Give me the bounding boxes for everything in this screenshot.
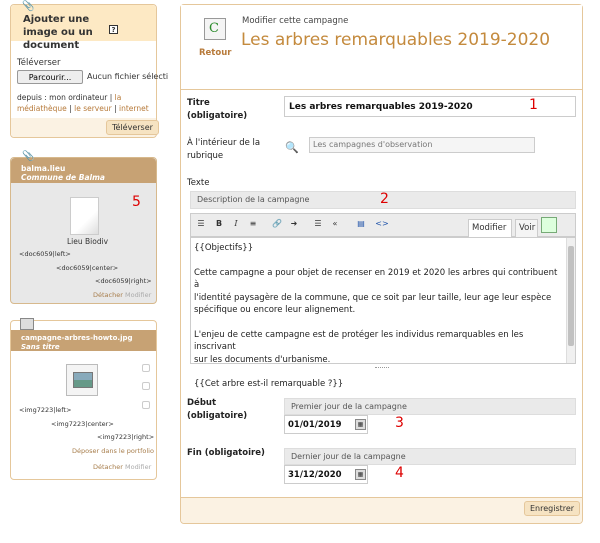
list-icon[interactable]: ≡ [249, 219, 257, 228]
modify-link[interactable]: Modifier [125, 463, 152, 471]
upload-button[interactable]: Téléverser [106, 120, 159, 135]
img-tag-left[interactable]: <img7223|left> [19, 406, 72, 414]
footnote-icon[interactable]: ➜ [290, 219, 298, 228]
save-button[interactable]: Enregistrer [524, 501, 580, 516]
annotation-1: 1 [529, 97, 538, 113]
search-icon[interactable]: 🔍 [285, 141, 299, 154]
annotation-5: 5 [132, 194, 141, 210]
detach-link[interactable]: Détacher [93, 291, 123, 299]
code-icon[interactable]: <> [375, 219, 389, 228]
source-text: depuis : mon ordinateur [17, 93, 108, 102]
paperclip-icon: 📎 [22, 151, 35, 162]
rubrique-input[interactable] [309, 137, 535, 153]
texte-line: {{Cet arbre est-il remarquable ?}} [194, 379, 344, 390]
page-subtitle: Modifier cette campagne [242, 16, 349, 26]
resize-handle[interactable] [375, 367, 389, 370]
fin-hint: Dernier jour de la campagne [284, 448, 576, 465]
tab-modifier-label: Modifier [472, 223, 507, 233]
rotate-right-icon[interactable] [142, 382, 150, 390]
texte-line: l'identité paysagère de la commune, que ce soit par leur taille, leur age leur espèce [194, 292, 552, 303]
link-icon[interactable]: 🔗 [272, 219, 282, 228]
texte-line: L'enjeu de cette campagne est de protéger les individus remarquables en les inscrivant [194, 329, 524, 353]
document-caption: Lieu Biodiv [67, 237, 109, 246]
texte-line [194, 316, 564, 328]
texte-line: spécifique ou encore leur alignement. [194, 305, 356, 316]
modify-link[interactable]: Modifier [125, 291, 152, 299]
link-internet[interactable]: internet [118, 104, 149, 113]
document-subtitle: Sans titre [21, 343, 60, 351]
document-thumbnail[interactable] [70, 197, 99, 235]
img-tag-right[interactable]: <img7223|right> [97, 433, 155, 441]
textarea-scrollbar[interactable] [566, 238, 575, 363]
doc-tag-right[interactable]: <doc6059|right> [95, 277, 152, 285]
texte-description: Description de la campagne [190, 191, 576, 209]
fullscreen-icon[interactable] [541, 217, 557, 233]
rubrique-value: Les campagnes d'observation [313, 140, 433, 149]
no-file-text: Aucun fichier sélecti [87, 72, 169, 81]
add-document-title: Ajouter une image ou un document [23, 14, 93, 51]
texte-line [194, 254, 564, 266]
media-icon[interactable]: ▤ [357, 219, 365, 228]
calendar-icon[interactable]: ▦ [355, 419, 366, 430]
doc-tag-left[interactable]: <doc6059|left> [19, 250, 71, 258]
debut-value: 01/01/2019 [288, 420, 342, 430]
quote-icon[interactable]: « [332, 219, 338, 228]
heading-icon[interactable]: ☰ [197, 219, 205, 228]
document-card-image [10, 320, 157, 480]
portfolio-link[interactable]: Déposer dans le portfolio [72, 447, 154, 455]
tab-modifier[interactable] [468, 219, 512, 238]
link-mediatheque[interactable]: la médiathèque [17, 93, 122, 113]
paperclip-icon: 📎 [22, 1, 35, 12]
upload-label: Téléverser [17, 58, 61, 68]
document-subtitle: Commune de Balma [21, 173, 105, 182]
document-card-balma [10, 151, 157, 304]
page-title: Les arbres remarquables 2019-2020 [241, 30, 551, 50]
document-name: campagne-arbres-howto.jpg [21, 334, 133, 342]
debut-hint: Premier jour de la campagne [284, 398, 576, 415]
bold-icon[interactable]: B [215, 219, 223, 228]
image-thumbnail[interactable] [66, 364, 98, 396]
annotation-4: 4 [395, 465, 404, 481]
rotate-left-icon[interactable] [142, 364, 150, 372]
fin-input[interactable] [284, 465, 368, 484]
fin-value: 31/12/2020 [288, 470, 342, 480]
tab-voir[interactable] [515, 219, 538, 238]
img-tag-center[interactable]: <img7223|center> [51, 420, 114, 428]
titre-value: Les arbres remarquables 2019-2020 [289, 102, 473, 112]
debut-input[interactable] [284, 415, 368, 434]
block-icon[interactable]: ☰ [314, 219, 322, 228]
doc-tag-center[interactable]: <doc6059|center> [56, 264, 119, 272]
texte-line: Cette campagne a pour objet de recenser en 2019 et 2020 les arbres qui contribuent à [194, 267, 558, 291]
fin-label: Fin (obligatoire) [187, 448, 265, 458]
detach-link[interactable]: Détacher [93, 463, 123, 471]
titre-label: Titre (obligatoire) [187, 98, 248, 121]
calendar-icon[interactable]: ▦ [355, 469, 366, 480]
help-icon[interactable]: ? [109, 25, 118, 34]
image-thumb-icon [20, 318, 34, 330]
annotation-3: 3 [395, 415, 404, 431]
debut-label: Début (obligatoire) [187, 398, 248, 421]
editor-toolbar [190, 213, 576, 237]
form-footer [181, 497, 582, 523]
texte-label: Texte [187, 178, 210, 188]
source-links: depuis : mon ordinateur | la médiathèque | le serveur | internet [17, 93, 149, 113]
annotation-2: 2 [380, 191, 389, 207]
texte-textarea[interactable] [190, 237, 576, 390]
texte-line: sur les documents d'urbanisme. [194, 354, 331, 365]
back-label[interactable]: Retour [199, 48, 232, 58]
back-icon[interactable]: C [204, 18, 226, 40]
rubrique-label: À l'intérieur de la rubrique [187, 138, 261, 161]
document-name: balma.lieu [21, 164, 66, 173]
flip-icon[interactable] [142, 401, 150, 409]
italic-icon[interactable]: I [234, 219, 238, 228]
link-server[interactable]: le serveur [74, 104, 112, 113]
add-document-panel [10, 1, 169, 138]
edit-campaign-panel [180, 4, 583, 524]
browse-button[interactable]: Parcourir... [17, 70, 83, 84]
texte-line: {{Objectifs}} [194, 243, 254, 253]
tab-voir-label: Voir [519, 223, 536, 233]
